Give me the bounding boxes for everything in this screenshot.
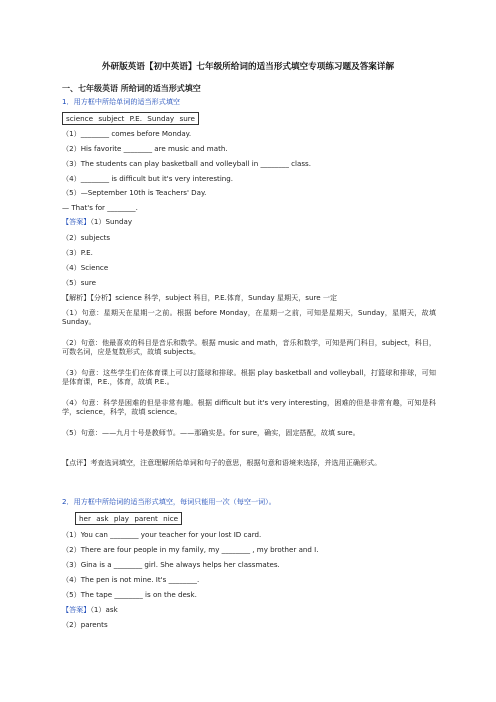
q1-prompt: 1．用方框中所给单词的适当形式填空 (62, 97, 181, 106)
q1-word-box: science subject P.E. Sunday sure (62, 112, 199, 125)
q2-item: （5）The tape ________ is on the desk. (62, 590, 197, 599)
q1-comment: 【点评】考查选词填空，注意理解所给单词和句子的意思，根据句意和语境来选择，并选用正确形式。 (62, 458, 382, 467)
q1-answer: （5）sure (62, 278, 97, 287)
q1-answer: （1）Sunday (90, 217, 133, 226)
q2-answer: （2）parents (62, 620, 108, 629)
q1-item: （3）The students can play basketball and volleyball in ________ class. (62, 159, 311, 168)
q2-item: （3）Gina is a ________ girl. She always helps her classmates. (62, 560, 280, 569)
q1-item: （4）________ is difficult but it's very interesting. (62, 174, 234, 183)
answer-label: 【答案】 (62, 217, 91, 226)
answer-label: 【答案】 (62, 605, 91, 614)
q2-item: （4）The pen is not mine. It's ________. (62, 575, 200, 584)
section-heading: 一、七年级英语 所给词的适当形式填空 (62, 84, 201, 93)
q1-answer: （4）Science (62, 263, 109, 272)
q1-analysis-paragraph: （3）句意：这些学生们在体育课上可以打篮球和排球。根据 play basketball and volleyball，打篮球和排球，可知是体育课，P.E.，体育，故填 P.E.。 (62, 368, 436, 386)
q1-analysis-heading: 【解析】【分析】science 科学，subject 科目，P.E.体育，Sunday 星期天，sure 一定 (62, 293, 338, 302)
q1-analysis-paragraph: （5）句意：——九月十号是教师节。——那确实是。for sure，确实，固定搭配，故填 sure。 (62, 428, 360, 437)
q2-answer: （1）ask (90, 605, 118, 614)
q1-analysis-paragraph: （2）句意：他最喜欢的科目是音乐和数学。根据 music and math，音乐和数学，可知是两门科目，subject，科目，可数名词，应是复数形式，故填 subjects。 (62, 338, 436, 356)
q1-answer-line (62, 217, 132, 226)
q2-item: （1）You can ________ your teacher for your lost ID card. (62, 530, 262, 539)
q1-analysis-paragraph: （4）句意：科学是困难的但是非常有趣。根据 difficult but it's very interesting，困难的但是非常有趣，可知是科学，science，科学，故填 science。 (62, 398, 436, 416)
q1-item: （2）His favorite ________ are music and math. (62, 144, 228, 153)
q1-answer: （2）subjects (62, 233, 111, 242)
q2-answer-line (62, 605, 118, 614)
q1-item: （5）—September 10th is Teachers' Day. (62, 188, 207, 197)
document-title: 外研版英语【初中英语】七年级所给词的适当形式填空专项练习题及答案详解 (101, 62, 395, 72)
q2-word-box: her ask play parent nice (75, 512, 182, 525)
q1-item: — That's for ________. (62, 203, 138, 212)
q1-analysis-paragraph: （1）句意：星期天在星期一之前。根据 before Monday，在星期一之前，可知是星期天，Sunday，星期天，故填 Sunday。 (62, 308, 436, 326)
q2-item: （2）There are four people in my family, my ________ , my brother and I. (62, 545, 319, 554)
q1-answer: （3）P.E. (62, 248, 93, 257)
q1-item: （1）________ comes before Monday. (62, 129, 192, 138)
q2-prompt: 2．用方框中所给词的适当形式填空，每词只能用一次（每空一词）。 (62, 497, 276, 506)
